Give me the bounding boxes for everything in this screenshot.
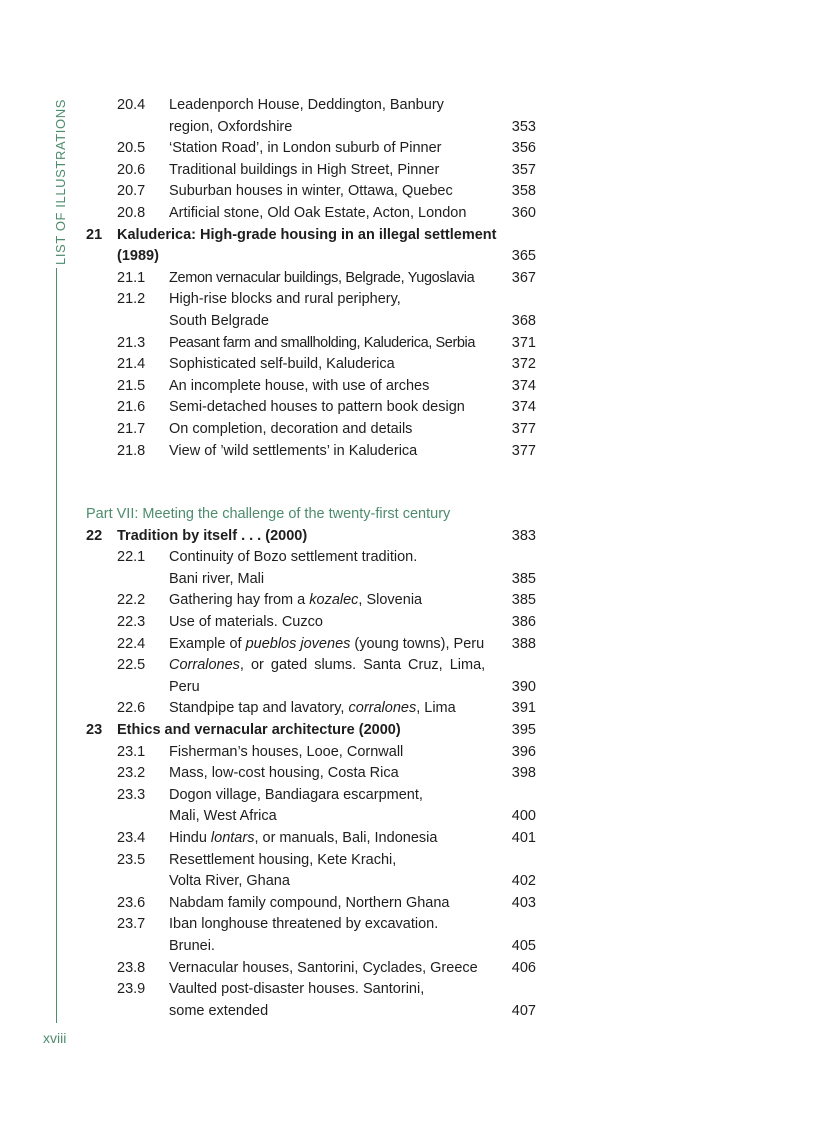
list-item	[86, 958, 546, 980]
item-title: Semi-detached houses to pattern book design	[169, 399, 465, 416]
item-title: Traditional buildings in High Street, Pinner	[169, 161, 440, 178]
list-item	[86, 441, 546, 463]
item-number: 21.7	[117, 420, 146, 437]
item-page: 401	[511, 830, 536, 846]
item-title: View of ’wild settlements’ in Kaluderica	[169, 442, 418, 459]
running-header-vertical	[50, 95, 70, 265]
item-title: Sophisticated self-build, Kaluderica	[169, 356, 395, 373]
item-title: Nabdam family compound, Northern Ghana	[169, 894, 450, 911]
item-page: 372	[511, 356, 536, 373]
item-page: 353	[511, 118, 536, 135]
item-title: High-rise blocks and rural periphery, South Belgrade	[169, 291, 401, 329]
item-page: 367	[511, 269, 536, 286]
chapter-title: Kaluderica: High-grade housing in an illegal settlement (1989)	[117, 226, 497, 265]
item-title: Resettlement housing, Kete Krachi, Volta River, Ghana	[169, 851, 397, 890]
item-title: Vernacular houses, Santorini, Cyclades, Greece	[169, 959, 478, 976]
chapter-page: 383	[511, 527, 536, 544]
item-title: Standpipe tap and lavatory, corralones, Lima	[169, 700, 456, 717]
item-number: 22.3	[117, 614, 146, 631]
chapter-title: Ethics and vernacular architecture (2000)	[117, 722, 401, 739]
item-page: 405	[511, 937, 536, 954]
chapter-heading	[86, 720, 546, 742]
item-page: 385	[511, 592, 536, 609]
list-item	[86, 376, 546, 398]
list-item	[86, 763, 546, 785]
item-page: 407	[511, 1002, 536, 1019]
item-page: 371	[511, 334, 536, 351]
list-item	[86, 893, 546, 915]
list-item	[86, 419, 546, 441]
item-page: 400	[511, 808, 536, 825]
list-item	[86, 914, 546, 957]
item-title: Zemon vernacular buildings, Belgrade, Yugoslavia	[169, 269, 475, 286]
list-item	[86, 742, 546, 764]
list-item	[86, 828, 546, 850]
item-number: 21.2	[117, 291, 146, 308]
item-page: 398	[511, 765, 536, 782]
part-title: Part VII: Meeting the challenge of the twenty-first century	[86, 506, 451, 523]
item-page: 374	[511, 399, 536, 416]
item-number: 20.6	[117, 161, 146, 178]
chapter-number: 22	[86, 527, 103, 544]
page-number: xviii	[43, 1030, 67, 1046]
list-item	[86, 333, 546, 355]
chapter-heading	[86, 225, 546, 268]
list-item	[86, 785, 546, 828]
item-title: Continuity of Bozo settlement tradition. Bani river, Mali	[169, 549, 418, 587]
item-number: 21.6	[117, 399, 146, 416]
list-item	[86, 203, 546, 225]
chapter-number: 23	[86, 722, 103, 739]
item-title: Corralones, or gated slums. Santa Cruz, Lima, Peru	[169, 657, 486, 695]
item-number: 22.4	[117, 635, 146, 652]
item-page: 391	[511, 700, 536, 717]
item-title: Vaulted post-disaster houses. Santorini, some extended	[169, 981, 425, 1019]
list-item	[86, 590, 546, 612]
item-title: Gathering hay from a kozalec, Slovenia	[169, 592, 423, 609]
item-number: 21.1	[117, 269, 146, 286]
item-number: 21.3	[117, 334, 146, 351]
item-title: Hindu lontars, or manuals, Bali, Indonesia	[169, 830, 438, 846]
item-page: 385	[511, 570, 536, 587]
item-number: 22.2	[117, 592, 146, 609]
item-number: 22.1	[117, 549, 146, 566]
list-item	[86, 268, 546, 290]
chapter-title: Tradition by itself . . . (2000)	[117, 527, 308, 544]
list-item	[86, 181, 546, 203]
item-title: Artificial stone, Old Oak Estate, Acton, London	[169, 204, 467, 221]
chapter-page: 365	[511, 248, 536, 265]
list-item	[86, 850, 546, 893]
item-page: 388	[511, 635, 536, 652]
item-title: Iban longhouse threatened by excavation. Brunei.	[169, 916, 439, 954]
item-number: 23.8	[117, 959, 146, 976]
running-header-text: LIST OF ILLUSTRATIONS	[53, 99, 68, 265]
list-item	[86, 95, 546, 138]
side-divider	[56, 268, 57, 1023]
item-title: Example of pueblos jovenes (young towns), Peru	[169, 635, 485, 652]
item-page: 357	[511, 161, 536, 178]
item-title: On completion, decoration and details	[169, 420, 413, 437]
item-page: 403	[511, 894, 536, 911]
list-item	[86, 547, 546, 590]
item-number: 22.5	[117, 657, 146, 674]
item-number: 20.5	[117, 140, 146, 157]
list-item	[86, 655, 546, 698]
item-page: 374	[511, 377, 536, 394]
list-item	[86, 160, 546, 182]
item-title: Use of materials. Cuzco	[169, 614, 323, 631]
item-title: Leadenporch House, Deddington, Banbury region, Oxfordshire	[169, 97, 444, 135]
item-number: 21.4	[117, 356, 146, 373]
item-number: 23.1	[117, 743, 146, 760]
list-item	[86, 354, 546, 376]
chapter-heading	[86, 526, 546, 548]
item-number: 20.8	[117, 204, 146, 221]
item-number: 22.6	[117, 700, 146, 717]
item-number: 23.5	[117, 851, 146, 868]
item-number: 23.4	[117, 830, 146, 846]
list-item	[86, 698, 546, 720]
chapter-page: 395	[511, 722, 536, 739]
item-page: 402	[511, 873, 536, 890]
item-number: 23.7	[117, 916, 146, 933]
list-item	[86, 397, 546, 419]
item-page: 406	[511, 959, 536, 976]
item-title: Dogon village, Bandiagara escarpment, Mali, West Africa	[169, 786, 423, 825]
item-page: 368	[511, 312, 536, 329]
item-title: Fisherman’s houses, Looe, Cornwall	[169, 743, 404, 760]
list-item	[86, 634, 546, 656]
item-number: 23.2	[117, 765, 146, 782]
item-page: 390	[511, 678, 536, 695]
item-page: 377	[511, 442, 536, 459]
list-item	[86, 612, 546, 634]
item-number: 21.5	[117, 377, 146, 394]
list-item	[86, 138, 546, 160]
list-item	[86, 289, 546, 332]
item-page: 396	[511, 743, 536, 760]
item-title: Suburban houses in winter, Ottawa, Quebec	[169, 183, 453, 200]
item-page: 360	[511, 204, 536, 221]
item-title: Peasant farm and smallholding, Kaluderica, Serbia	[169, 334, 476, 351]
item-number: 23.6	[117, 894, 146, 911]
illustrations-list	[86, 95, 546, 1022]
item-title: ‘Station Road’, in London suburb of Pinner	[169, 140, 442, 157]
item-title: An incomplete house, with use of arches	[169, 377, 430, 394]
item-page: 356	[511, 140, 536, 157]
item-title: Mass, low-cost housing, Costa Rica	[169, 765, 399, 782]
item-number: 20.4	[117, 97, 146, 113]
chapter-number: 21	[86, 226, 103, 243]
item-page: 386	[511, 614, 536, 631]
item-page: 377	[511, 420, 536, 437]
item-page: 358	[511, 183, 536, 200]
list-item	[86, 979, 546, 1022]
item-number: 23.3	[117, 786, 146, 803]
item-number: 20.7	[117, 183, 146, 200]
item-number: 23.9	[117, 981, 146, 998]
item-number: 21.8	[117, 442, 146, 459]
